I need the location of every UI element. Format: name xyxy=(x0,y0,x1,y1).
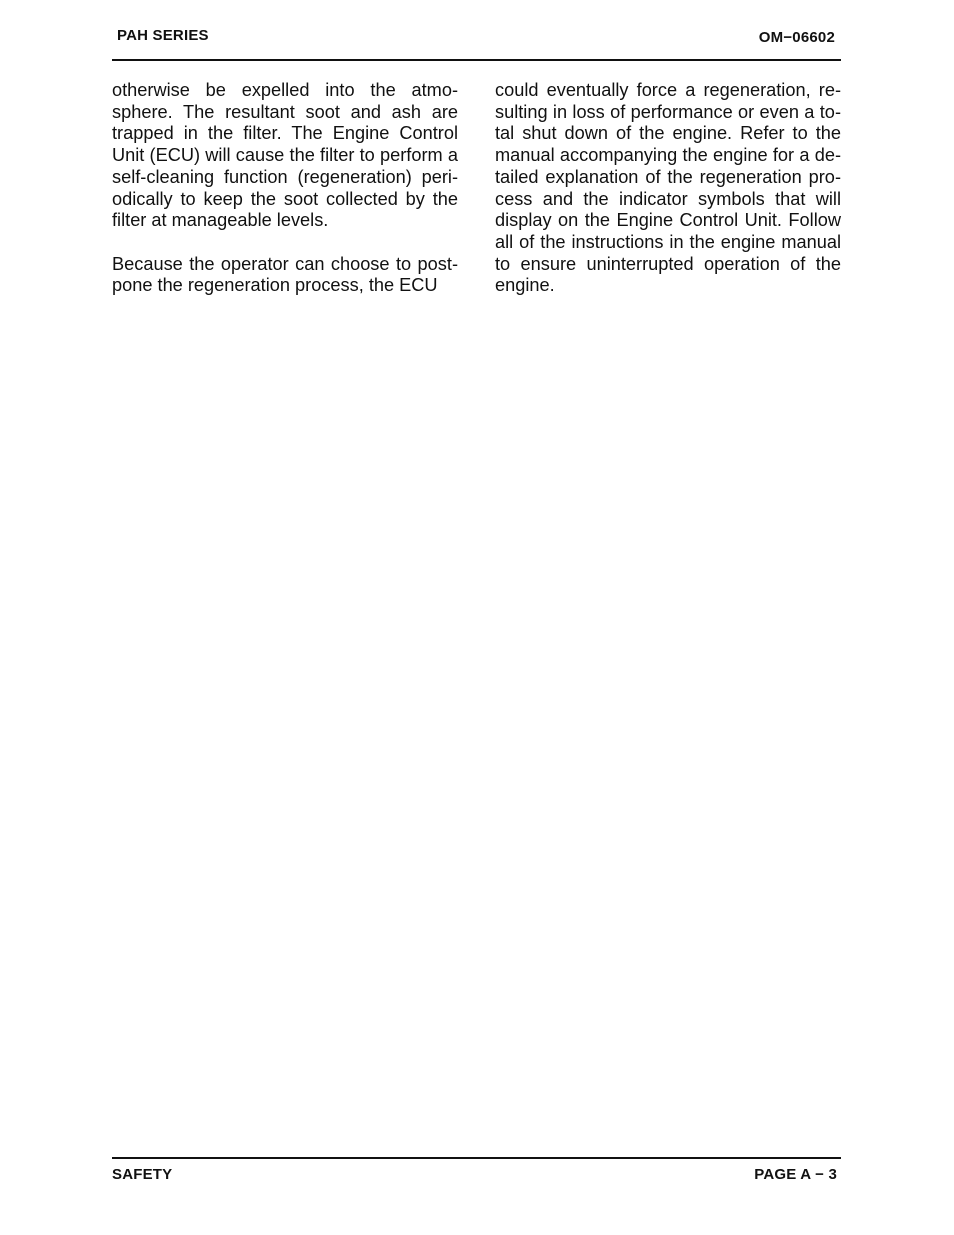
right-paragraph-1: could eventually force a regeneration, resulting in loss of performance or even a total shut down of the engine. Refer to the manual accompanying the engine for a detailed explanation of the regeneration process and the indicator symbols that will display on the Engine Control Unit. Follow all of the instructions in the engine manual to ensure uninterrupted operation of the engine. xyxy=(495,80,841,296)
header-doc-number: OM−06602 xyxy=(758,29,835,46)
right-column xyxy=(495,80,841,319)
footer-section: SAFETY xyxy=(112,1166,173,1183)
footer-rule xyxy=(112,1157,841,1159)
left-column xyxy=(112,80,458,319)
header-rule xyxy=(112,59,841,61)
header-series: PAH SERIES xyxy=(117,27,209,44)
footer-page-number: PAGE A − 3 xyxy=(754,1166,837,1183)
left-paragraph-1: otherwise be expelled into the atmosphere. The resultant soot and ash are trapped in the filter. The Engine Control Unit (ECU) will cause the filter to perform a self-cleaning function (regeneration) periodically to keep the soot collected by the filter at manageable levels. xyxy=(112,80,458,231)
left-paragraph-2: Because the operator can choose to postpone the regeneration process, the ECU xyxy=(112,253,458,296)
